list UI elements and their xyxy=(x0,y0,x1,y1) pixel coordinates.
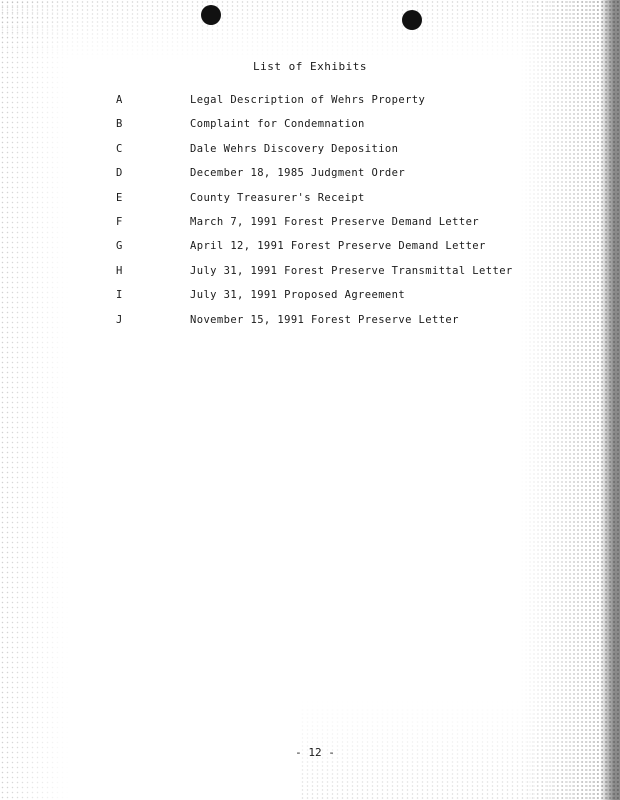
exhibit-description: County Treasurer's Receipt xyxy=(190,191,365,204)
exhibit-letter: D xyxy=(116,167,123,180)
exhibit-row xyxy=(0,143,620,167)
exhibit-letter: J xyxy=(116,313,123,326)
exhibit-letter: F xyxy=(116,215,123,228)
exhibit-description: March 7, 1991 Forest Preserve Demand Letter xyxy=(190,215,480,228)
exhibit-description: Legal Description of Wehrs Property xyxy=(190,94,426,106)
exhibit-row xyxy=(0,118,620,142)
exhibit-description: July 31, 1991 Proposed Agreement xyxy=(190,289,406,302)
exhibit-letter: G xyxy=(116,240,123,253)
exhibit-row xyxy=(0,240,620,264)
scan-noise-top xyxy=(0,0,620,60)
exhibit-letter: I xyxy=(116,289,123,302)
exhibit-description: December 18, 1985 Judgment Order xyxy=(190,167,406,180)
page-number: - 12 - xyxy=(295,746,335,759)
exhibit-row xyxy=(0,192,620,216)
punch-hole-right xyxy=(402,10,422,30)
punch-hole-left xyxy=(201,5,221,25)
exhibit-description: April 12, 1991 Forest Preserve Demand Letter xyxy=(190,240,486,253)
exhibit-description: Dale Wehrs Discovery Deposition xyxy=(190,142,399,155)
exhibit-letter: A xyxy=(116,94,123,106)
exhibit-letter: B xyxy=(116,118,123,131)
exhibit-description: November 15, 1991 Forest Preserve Letter xyxy=(190,313,459,326)
exhibit-row xyxy=(0,167,620,191)
exhibit-row xyxy=(0,216,620,240)
exhibit-description: July 31, 1991 Forest Preserve Transmittal Letter xyxy=(190,264,513,277)
exhibit-row xyxy=(0,94,620,118)
exhibit-row xyxy=(0,314,620,338)
exhibit-letter: C xyxy=(116,142,123,155)
exhibit-row xyxy=(0,265,620,289)
exhibit-row xyxy=(0,289,620,313)
exhibit-letter: H xyxy=(116,264,123,277)
page-title: List of Exhibits xyxy=(253,60,367,73)
exhibit-description: Complaint for Condemnation xyxy=(190,118,365,131)
exhibit-list xyxy=(0,94,620,338)
exhibit-letter: E xyxy=(116,191,123,204)
